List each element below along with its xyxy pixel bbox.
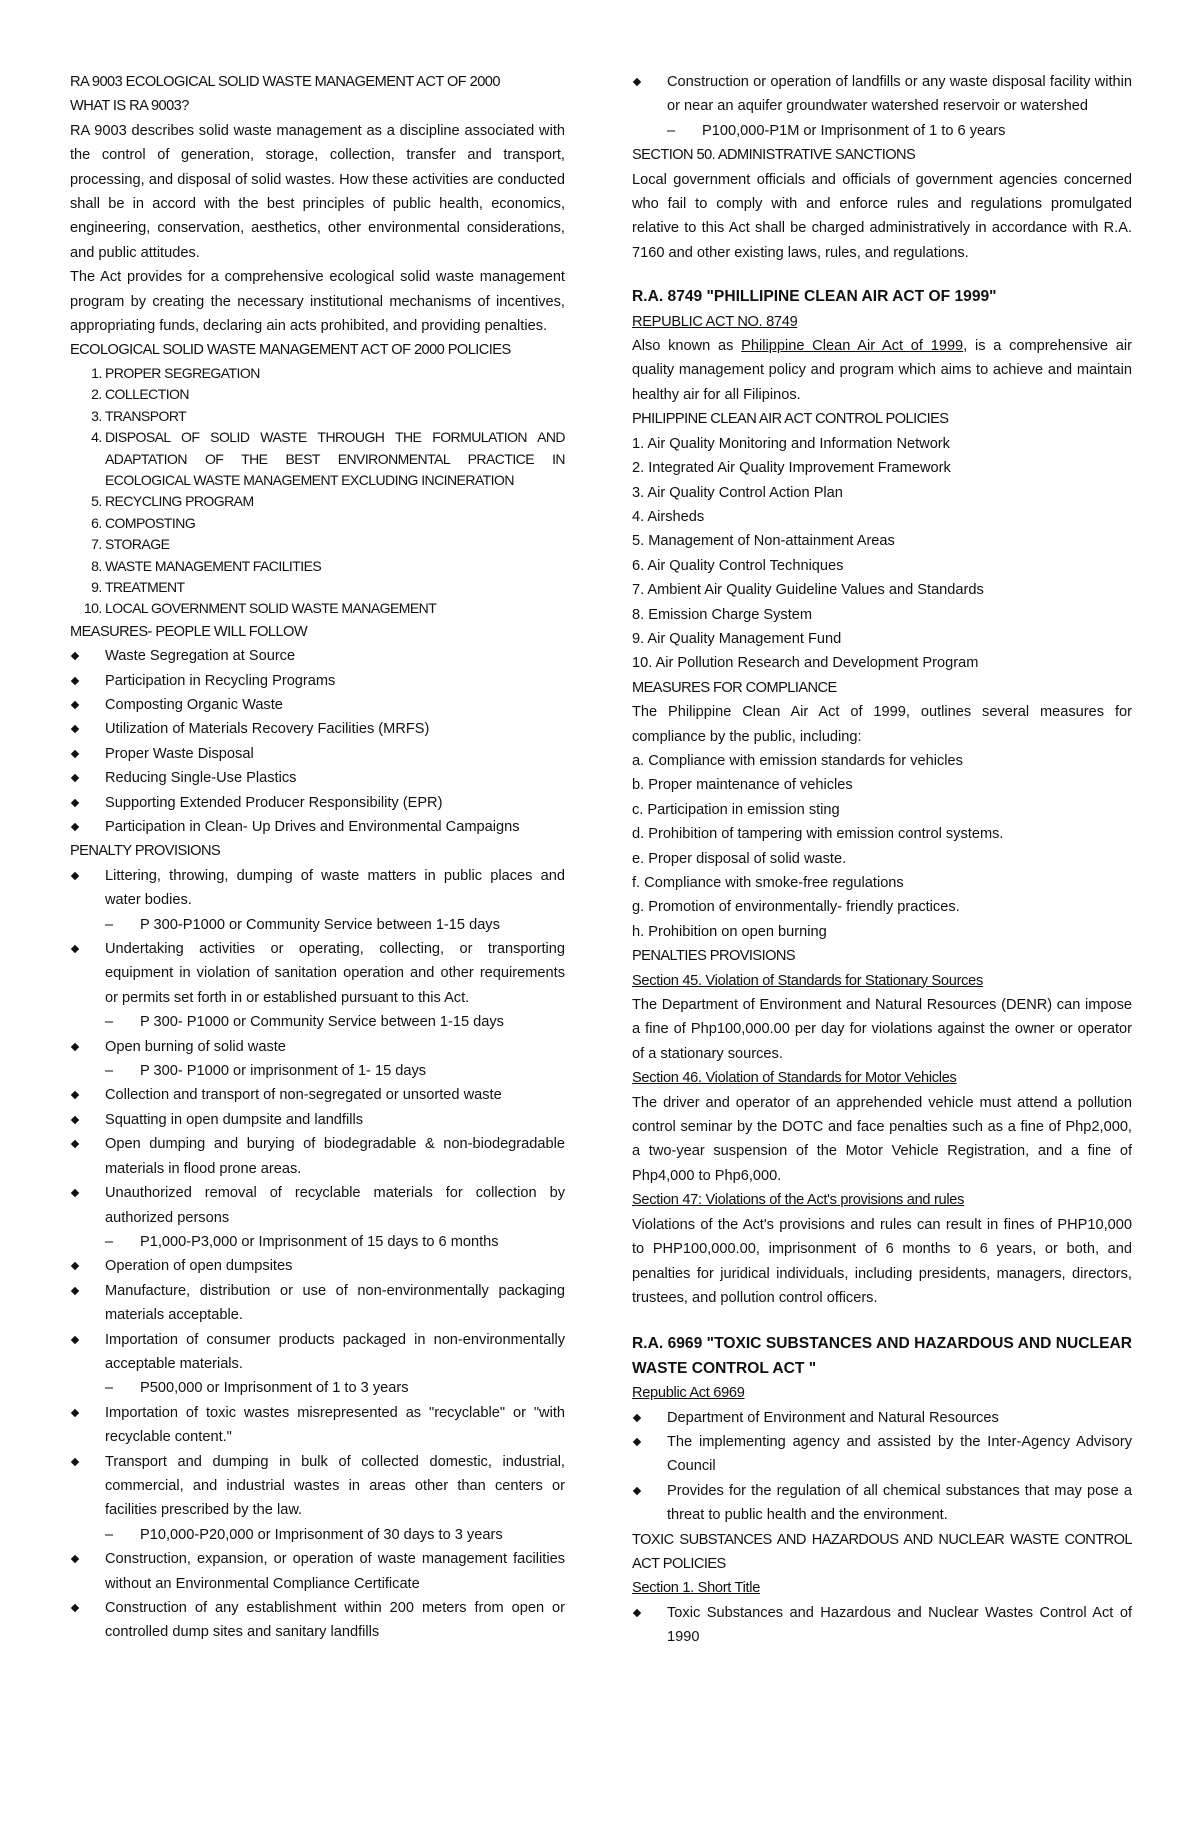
list-item: c. Participation in emission sting [632, 801, 840, 818]
penalty-fine: – P 300- P1000 or imprisonment of 1- 15 days [70, 1059, 565, 1083]
penalty-list [632, 70, 1132, 119]
sec1-list [632, 1601, 1132, 1650]
list-item: e. Proper disposal of solid waste. [632, 850, 847, 867]
list-item: 5. Management of Non-attainment Areas [632, 533, 895, 550]
list-item: Supporting Extended Producer Responsibility (EPR) [70, 791, 565, 815]
sec47-heading: Section 47: Violations of the Act's provisions and rules [632, 1192, 965, 1209]
penalty-list [70, 1547, 565, 1645]
list-item: Composting Organic Waste [70, 693, 565, 717]
list-item: 10. Air Pollution Research and Development Program [632, 655, 979, 672]
compliance-heading: MEASURES FOR COMPLIANCE [632, 679, 837, 696]
act-name: Philippine Clean Air Act of 1999 [741, 338, 964, 355]
list-item: 10. LOCAL GOVERNMENT SOLID WASTE MANAGEMENT [105, 598, 565, 619]
list-item: Manufacture, distribution or use of non-environmentally packaging materials acceptable. [70, 1279, 565, 1328]
sec1-heading: Section 1. Short Title [632, 1580, 761, 1597]
list-item: a. Compliance with emission standards for vehicles [632, 752, 963, 769]
list-item: Construction, expansion, or operation of waste management facilities without an Environmental Compliance Certificate [70, 1547, 565, 1596]
left-column [70, 70, 565, 1645]
penalty-fine: – P100,000-P1M or Imprisonment of 1 to 6 years [632, 119, 1132, 143]
list-item: b. Proper maintenance of vehicles [632, 777, 853, 794]
sec46-heading: Section 46. Violation of Standards for Motor Vehicles [632, 1070, 957, 1087]
compliance-intro: The Philippine Clean Air Act of 1999, outlines several measures for compliance by the public, including: [632, 704, 1132, 745]
sec50-text: Local government officials and officials of government agencies concerned who fail to comply with and enforce rules and regulations promulgated relative to this Act shall be charged administratively in accordance with R.A. 7160 and other existing laws, rules, and regulations. [632, 171, 1132, 261]
doc-title: RA 9003 ECOLOGICAL SOLID WASTE MANAGEMENT ACT OF 2000 [70, 74, 500, 90]
ra6969-list [632, 1406, 1132, 1528]
list-item: Department of Environment and Natural Resources [632, 1406, 1132, 1430]
list-item: Provides for the regulation of all chemical substances that may pose a threat to public health and the environment. [632, 1479, 1132, 1528]
list-item: 7. STORAGE [105, 534, 565, 555]
list-item: 3. Air Quality Control Action Plan [632, 484, 843, 501]
list-item: 1. Air Quality Monitoring and Information Network [632, 435, 950, 452]
list-item: Open dumping and burying of biodegradable & non-biodegradable materials in flood prone areas. [70, 1132, 565, 1181]
list-item: g. Promotion of environmentally- friendly practices. [632, 899, 960, 916]
list-item: Squatting in open dumpsite and landfills [70, 1108, 565, 1132]
penalty-list [70, 864, 565, 913]
penalty-fine: – P 300- P1000 or Community Service between 1-15 days [70, 1010, 565, 1034]
sec46-text: The driver and operator of an apprehended vehicle must attend a pollution control seminar by the DOTC and face penalties such as a fine of Php2,000, a two-year suspension of the Motor Vehicle Registration, and a fine of Php4,000 to Php6,000. [632, 1094, 1132, 1184]
intro-text: , is a comprehensive air quality management policy and program which aims to achieve and maintain healthy air for all Filipinos. [632, 338, 1132, 403]
list-item: 6. COMPOSTING [105, 513, 565, 534]
penalty-list [70, 1035, 565, 1059]
list-item: Toxic Substances and Hazardous and Nuclear Wastes Control Act of 1990 [632, 1601, 1132, 1650]
right-column [632, 70, 1132, 1650]
penalty-list [70, 937, 565, 1010]
penalty-fine: – P 300-P1000 or Community Service between 1-15 days [70, 913, 565, 937]
intro-text: Also known as [632, 338, 742, 355]
list-item: Littering, throwing, dumping of waste matters in public places and water bodies. [70, 864, 565, 913]
penalties-heading: PENALTIES PROVISIONS [632, 948, 796, 965]
list-item: Participation in Recycling Programs [70, 669, 565, 693]
list-item: 2. Integrated Air Quality Improvement Framework [632, 460, 951, 477]
list-item: Utilization of Materials Recovery Facilities (MRFS) [70, 717, 565, 741]
list-item: 1. PROPER SEGREGATION [105, 363, 565, 384]
sec47-text: Violations of the Act's provisions and rules can result in fines of PHP10,000 to PHP100,000.00, imprisonment of 6 months to 6 years, or both, and penalties for juridical individuals, including presidents, managers, directors, trustees, and pollution control officers. [632, 1216, 1132, 1306]
list-item: 3. TRANSPORT [105, 406, 565, 427]
policies-list [70, 363, 565, 620]
list-item: Open burning of solid waste [70, 1035, 565, 1059]
list-item: Reducing Single-Use Plastics [70, 766, 565, 790]
list-item: 9. Air Quality Management Fund [632, 630, 842, 647]
air-policies-heading: PHILIPPINE CLEAN AIR ACT CONTROL POLICIES [632, 411, 949, 428]
sec45-text: The Department of Environment and Natural Resources (DENR) can impose a fine of Php100,000.00 per day for violations against the owner or operator of a stationary sources. [632, 997, 1132, 1062]
list-item: Importation of toxic wastes misrepresented as "recyclable" or "with recyclable content." [70, 1401, 565, 1450]
list-item: Construction of any establishment within 200 meters from open or controlled dump sites and sanitary landfills [70, 1596, 565, 1645]
list-item: 9. TREATMENT [105, 577, 565, 598]
ra6969-subtitle: Republic Act 6969 [632, 1385, 745, 1402]
toxic-policies-heading: TOXIC SUBSTANCES AND HAZARDOUS AND NUCLEAR WASTE CONTROL ACT POLICIES [632, 1531, 1132, 1572]
ra8749-subtitle: REPUBLIC ACT NO. 8749 [632, 313, 798, 330]
list-item: Waste Segregation at Source [70, 644, 565, 668]
penalty-heading: PENALTY PROVISIONS [70, 843, 221, 860]
penalty-list [70, 1401, 565, 1523]
penalty-fine: – P1,000-P3,000 or Imprisonment of 15 days to 6 months [70, 1230, 565, 1254]
what-heading: WHAT IS RA 9003? [70, 98, 189, 115]
ra6969-title: R.A. 6969 "TOXIC SUBSTANCES AND HAZARDOUS AND NUCLEAR WASTE CONTROL ACT " [632, 1335, 1132, 1377]
list-item: Undertaking activities or operating, collecting, or transporting equipment in violation of sanitation operation and other requirements or permits set forth in or established pursuant to this Act. [70, 937, 565, 1010]
intro-paragraph-2: The Act provides for a comprehensive ecological solid waste management program by creating the necessary institutional mechanisms of incentives, appropriating funds, declaring ain acts prohibited, and providing penalties. [70, 269, 565, 335]
list-item: Collection and transport of non-segregated or unsorted waste [70, 1083, 565, 1107]
list-item: The implementing agency and assisted by the Inter-Agency Advisory Council [632, 1430, 1132, 1479]
list-item: Unauthorized removal of recyclable materials for collection by authorized persons [70, 1181, 565, 1230]
list-item: h. Prohibition on open burning [632, 923, 827, 940]
list-item: Proper Waste Disposal [70, 742, 565, 766]
intro-paragraph: RA 9003 describes solid waste management as a discipline associated with the control of generation, storage, collection, transfer and transport, processing, and disposal of solid wastes. How these activities are conducted shall be in accord with the best principles of public health, economics, engineering, conservation, aesthetics, other environmental considerations, and public attitudes. [70, 122, 565, 261]
measures-list [70, 644, 565, 839]
list-item: 6. Air Quality Control Techniques [632, 557, 844, 574]
list-item: 7. Ambient Air Quality Guideline Values and Standards [632, 582, 984, 599]
list-item: 2. COLLECTION [105, 384, 565, 405]
sec45-heading: Section 45. Violation of Standards for Stationary Sources [632, 972, 983, 989]
list-item: 8. Emission Charge System [632, 606, 813, 623]
list-item: Transport and dumping in bulk of collected domestic, industrial, commercial, and industrial wastes in areas other than centers or facilities prescribed by the law. [70, 1450, 565, 1523]
penalty-list [70, 1254, 565, 1376]
list-item: Importation of consumer products packaged in non-environmentally acceptable materials. [70, 1328, 565, 1377]
penalty-fine: – P10,000-P20,000 or Imprisonment of 30 days to 3 years [70, 1523, 565, 1547]
penalty-list [70, 1083, 565, 1229]
list-item: 8. WASTE MANAGEMENT FACILITIES [105, 556, 565, 577]
list-item: Participation in Clean- Up Drives and Environmental Campaigns [70, 815, 565, 839]
ra8749-intro [632, 334, 1132, 407]
list-item: Operation of open dumpsites [70, 1254, 565, 1278]
penalty-fine: – P500,000 or Imprisonment of 1 to 3 years [70, 1376, 565, 1400]
list-item: Construction or operation of landfills or any waste disposal facility within or near an aquifer groundwater watershed reservoir or watershed [632, 70, 1132, 119]
list-item: 4. DISPOSAL OF SOLID WASTE THROUGH THE FORMULATION AND ADAPTATION OF THE BEST ENVIRONMENTAL PRACTICE IN ECOLOGICAL WASTE MANAGEMENT EXCLUDING INCINERATION [105, 427, 565, 491]
measures-heading: MEASURES- PEOPLE WILL FOLLOW [70, 623, 308, 640]
sec50-heading: SECTION 50. ADMINISTRATIVE SANCTIONS [632, 147, 916, 164]
list-item: f. Compliance with smoke-free regulations [632, 875, 904, 891]
policies-heading: ECOLOGICAL SOLID WASTE MANAGEMENT ACT OF 2000 POLICIES [70, 342, 511, 359]
ra8749-title: R.A. 8749 "PHILLIPINE CLEAN AIR ACT OF 1999" [632, 288, 997, 306]
list-item: 4. Airsheds [632, 508, 705, 525]
list-item: 5. RECYCLING PROGRAM [105, 491, 565, 512]
list-item: d. Prohibition of tampering with emission control systems. [632, 826, 1004, 843]
